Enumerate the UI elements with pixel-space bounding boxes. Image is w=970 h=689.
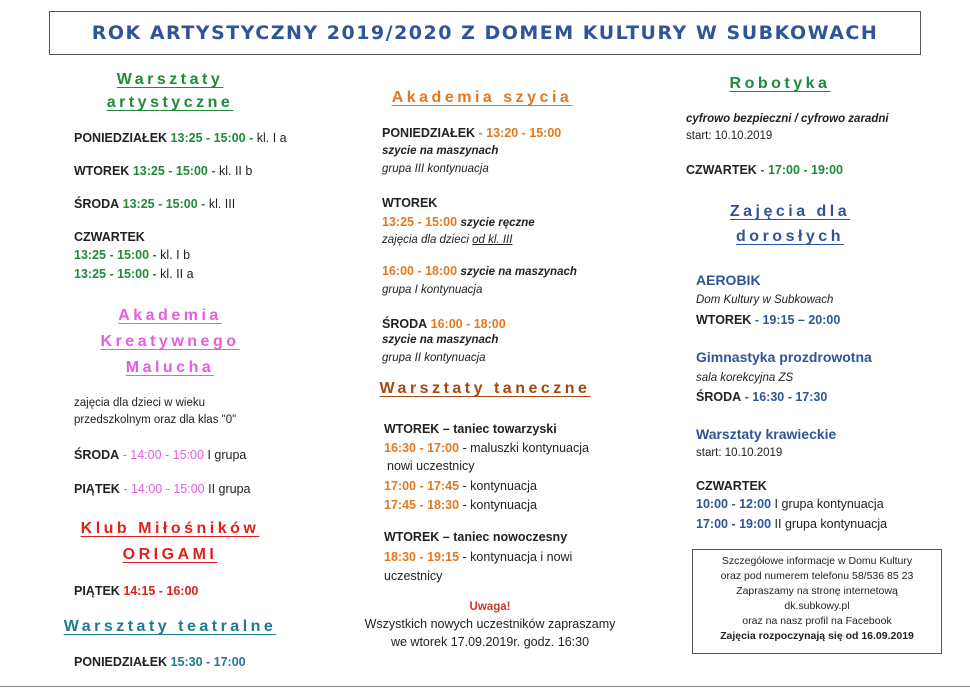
time: - 13:20 - 15:00 <box>478 126 562 140</box>
taniec-t2-row <box>384 549 572 565</box>
desc: - maluszki kontynuacja <box>462 441 589 455</box>
aerobik-title: AEROBIK <box>696 272 761 288</box>
time: 17:00 - 19:00 <box>696 517 772 531</box>
page-title: ROK ARTYSTYCZNY 2019/2020 Z DOMEM KULTURY W SUBKOWACH <box>91 22 879 44</box>
time: 18:30 - 19:15 <box>384 550 460 564</box>
day: ŚRODA <box>74 448 120 462</box>
uwaga-line-2: we wtorek 17.09.2019r. godz. 16:30 <box>390 635 590 649</box>
info-line-3: Zapraszamy na stronę internetową <box>736 585 898 597</box>
time: 13:25 - 15:00 - <box>132 164 216 178</box>
bottom-divider <box>0 686 970 687</box>
time: 10:00 - 12:00 <box>696 497 772 511</box>
aerobik-row <box>696 312 840 328</box>
info-box <box>692 549 942 654</box>
time: - 14:00 - 15:00 <box>122 448 204 462</box>
note-text: zajęcia dla dzieci <box>382 234 469 246</box>
desc: - kontynuacja <box>462 498 537 512</box>
heading-zajecia-dla-doroslych-2: dorosłych <box>736 228 844 245</box>
day: PONIEDZIAŁEK <box>74 655 168 669</box>
day: PONIEDZIAŁEK <box>382 126 476 140</box>
robotyka-row-thu <box>686 162 843 178</box>
kreat-note-2: przedszkolnym oraz dla klas "0" <box>74 414 237 426</box>
szycie-b3-group: grupa I kontynuacja <box>382 284 483 296</box>
desc: kl. II b <box>218 164 253 178</box>
taniec-t2-head: WTOREK – taniec nowoczesny <box>384 530 568 544</box>
time: 13:25 - 15:00 - <box>74 267 157 281</box>
szycie-b4-desc: szycie na maszynach <box>382 334 499 346</box>
time: 13:25 - 15:00 <box>382 215 458 229</box>
desc: II grupa kontynuacja <box>774 517 888 531</box>
uwaga-label: Uwaga! <box>469 601 511 613</box>
art-thu-row-2 <box>74 266 194 282</box>
time: 17:00 - 17:45 <box>384 479 460 493</box>
desc: kl. III <box>208 197 236 211</box>
day: WTOREK <box>696 313 752 327</box>
krawieckie-row-2 <box>696 516 887 532</box>
time: 13:25 - 15:00 - <box>74 248 157 262</box>
title-box <box>49 11 921 55</box>
day: ŚRODA <box>382 317 428 331</box>
art-row-wed <box>74 196 235 212</box>
szycie-b1-group: grupa III kontynuacja <box>382 163 489 175</box>
heading-akademia-szycia: Akademia szycia <box>391 89 573 106</box>
time: - 16:30 - 17:30 <box>744 390 828 404</box>
szycie-b2-day: WTOREK <box>382 196 438 210</box>
day: ŚRODA <box>74 197 120 211</box>
desc: szycie na maszynach <box>460 266 577 278</box>
day: ŚRODA <box>696 390 742 404</box>
heading-robotyka: Robotyka <box>729 75 831 92</box>
time: 13:25 - 15:00 - <box>170 131 254 145</box>
origami-row-fri <box>74 583 198 599</box>
time: 16:30 - 17:00 <box>384 441 460 455</box>
heading-akademia-kreatywnego-2: Kreatywnego <box>100 333 240 350</box>
heading-warsztaty-teatralne: Warsztaty teatralne <box>63 618 277 635</box>
krawieckie-start: start: 10.10.2019 <box>696 447 783 459</box>
heading-klub-origami-1: Klub Miłośników <box>80 520 260 537</box>
szycie-b3-row <box>382 263 577 280</box>
desc: - kontynuacja <box>462 479 537 493</box>
day: PIĄTEK <box>74 482 120 496</box>
note-underlined: od kl. III <box>472 234 513 246</box>
day: PIĄTEK <box>74 584 120 598</box>
time: 14:15 - 16:00 <box>123 584 199 598</box>
taniec-t1-row-3 <box>384 497 537 513</box>
kreat-row-fri <box>74 481 251 497</box>
time: - 14:00 - 15:00 <box>123 482 205 496</box>
info-line-1: Szczegółowe informacje w Domu Kultury <box>721 555 913 567</box>
taniec-t1-head: WTOREK – taniec towarzyski <box>384 422 557 436</box>
heading-akademia-kreatywnego-3: Malucha <box>125 359 215 376</box>
robotyka-start: start: 10.10.2019 <box>686 130 773 142</box>
szycie-b1-head <box>382 125 561 141</box>
time: 17:45 - 18:30 <box>384 498 460 512</box>
szycie-b1-desc: szycie na maszynach <box>382 145 499 157</box>
desc: kl. I a <box>256 131 287 145</box>
day: CZWARTEK <box>686 163 757 177</box>
krawieckie-row-1 <box>696 496 884 512</box>
art-thu-day: CZWARTEK <box>74 230 145 244</box>
time: 16:00 - 18:00 <box>430 317 506 331</box>
heading-klub-origami-2: ORIGAMI <box>122 546 218 563</box>
art-thu-row-1 <box>74 247 190 263</box>
teatr-row-mon <box>74 654 246 670</box>
szycie-b2-row <box>382 214 535 231</box>
desc: szycie ręczne <box>460 217 535 229</box>
info-line-2: oraz pod numerem telefonu 58/536 85 23 <box>720 570 914 582</box>
taniec-t2-desc2: uczestnicy <box>384 569 443 583</box>
taniec-t1-row-2 <box>384 478 537 494</box>
desc: II grupa <box>208 482 251 496</box>
gimnastyka-title: Gimnastyka prozdrowotna <box>696 349 872 365</box>
time: - 17:00 - 19:00 <box>760 163 843 177</box>
desc: kl. I b <box>160 248 191 262</box>
info-line-6: Zajęcia rozpoczynają się od 16.09.2019 <box>720 630 914 642</box>
info-line-4: dk.subkowy.pl <box>784 600 850 612</box>
heading-warsztaty-taneczne: Warsztaty taneczne <box>379 380 591 397</box>
day: PONIEDZIAŁEK <box>74 131 168 145</box>
time: 15:30 - 17:00 <box>170 655 246 669</box>
art-row-tue <box>74 163 252 179</box>
szycie-b4-group: grupa II kontynuacja <box>382 352 486 364</box>
robotyka-desc: cyfrowo bezpieczni / cyfrowo zaradni <box>686 113 889 125</box>
gimnastyka-place: sala korekcyjna ZS <box>696 372 794 384</box>
desc: kl. II a <box>160 267 194 281</box>
szycie-b2-note <box>382 233 512 248</box>
kreat-note-1: zajęcia dla dzieci w wieku <box>74 397 206 409</box>
heading-warsztaty-artystyczne-1: Warsztaty <box>116 71 224 88</box>
desc: - kontynuacja i nowi <box>462 550 573 564</box>
uwaga-line-1: Wszystkich nowych uczestników zapraszamy <box>364 617 616 631</box>
time: 16:00 - 18:00 <box>382 264 458 278</box>
taniec-t1-extra: nowi uczestnicy <box>387 459 475 473</box>
desc: I grupa <box>207 448 247 462</box>
aerobik-place: Dom Kultury w Subkowach <box>696 294 834 306</box>
art-row-mon <box>74 130 287 146</box>
krawieckie-title: Warsztaty krawieckie <box>696 426 837 442</box>
kreat-row-wed <box>74 447 246 463</box>
heading-zajecia-dla-doroslych-1: Zajęcia dla <box>729 203 851 220</box>
time: - 19:15 – 20:00 <box>754 313 841 327</box>
gimnastyka-row <box>696 389 827 405</box>
krawieckie-day: CZWARTEK <box>696 479 767 493</box>
szycie-b4-head <box>382 316 506 332</box>
desc: I grupa kontynuacja <box>774 497 884 511</box>
info-line-5: oraz na nasz profil na Facebook <box>742 615 892 627</box>
time: 13:25 - 15:00 - <box>122 197 206 211</box>
heading-akademia-kreatywnego-1: Akademia <box>118 307 222 324</box>
heading-warsztaty-artystyczne-2: artystyczne <box>106 94 234 111</box>
taniec-t1-row-1 <box>384 440 589 456</box>
day: WTOREK <box>74 164 130 178</box>
